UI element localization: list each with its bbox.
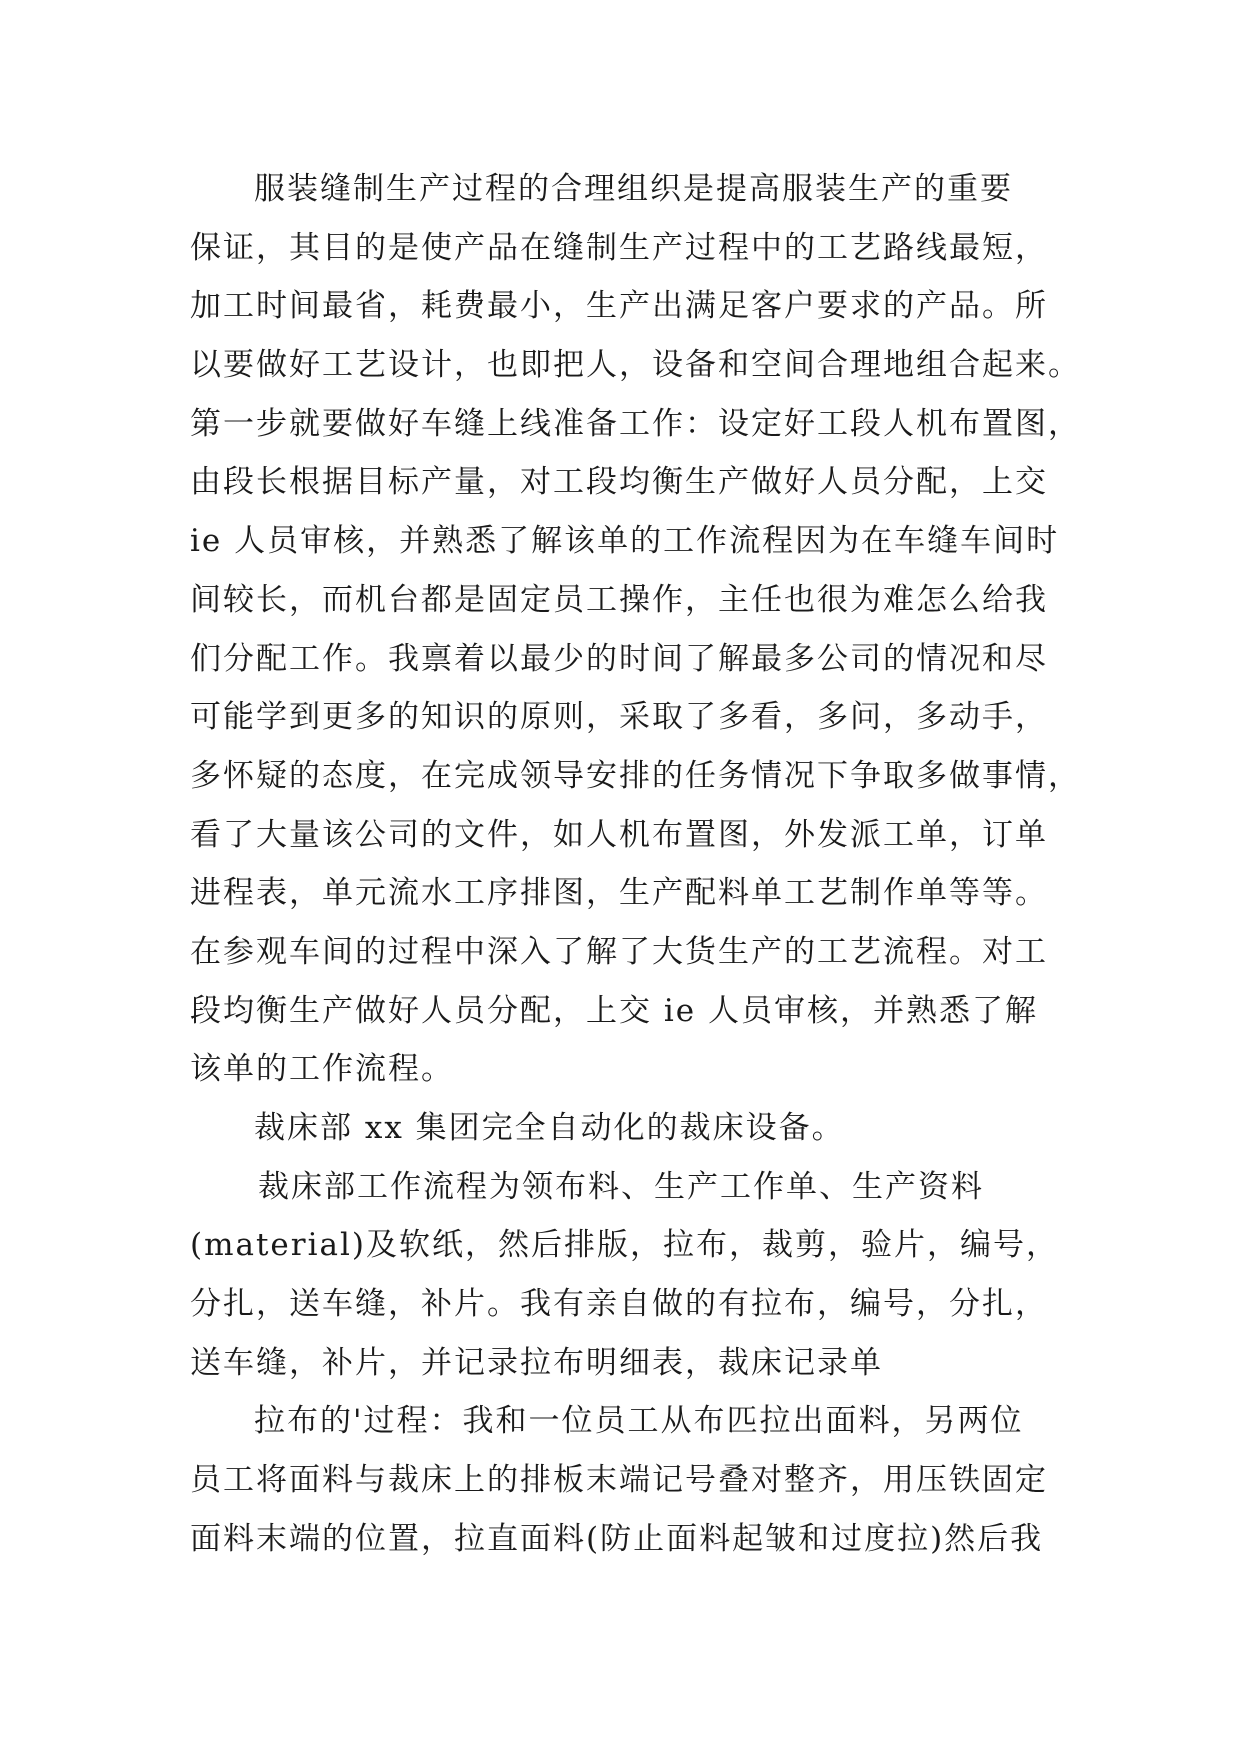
text-line: 分扎，送车缝，补片。我有亲自做的有拉布，编号，分扎， — [190, 1286, 1048, 1323]
text-line: ie 人员审核，并熟悉了解该单的工作流程因为在车缝车间时 — [190, 523, 1060, 560]
text-line: 间较长，而机台都是固定员工操作，主任也很为难怎么给我 — [190, 581, 1048, 618]
text-line: 面料末端的位置，拉直面料(防止面料起皱和过度拉)然后我 — [190, 1520, 1044, 1557]
text-line: 拉布的'过程：我和一位员工从布匹拉出面料，另两位 — [254, 1403, 1024, 1440]
text-line: 多怀疑的态度，在完成领导安排的任务情况下争取多做事情， — [190, 757, 1081, 794]
text-line: 员工将面料与裁床上的排板末端记号叠对整齐，用压铁固定 — [190, 1462, 1048, 1499]
text-line: 保证，其目的是使产品在缝制生产过程中的工艺路线最短， — [190, 229, 1048, 266]
text-line: 裁床部 xx 集团完全自动化的裁床设备。 — [254, 1110, 845, 1146]
text-line: 加工时间最省，耗费最小，生产出满足客户要求的产品。所 — [190, 288, 1048, 325]
text-line: (material)及软纸，然后排版，拉布，裁剪，验片，编号， — [190, 1227, 1059, 1264]
text-line: 该单的工作流程。 — [190, 1051, 454, 1088]
paragraph-production-organization — [190, 160, 1081, 1099]
text-line: 段均衡生产做好人员分配，上交 ie 人员审核，并熟悉了解 — [190, 992, 1038, 1029]
document-body — [190, 160, 1081, 1569]
paragraph-spreading-process — [190, 1392, 1062, 1568]
text-line: 在参观车间的过程中深入了解了大货生产的工艺流程。对工 — [190, 933, 1048, 970]
text-line: 第一步就要做好车缝上线准备工作：设定好工段人机布置图， — [190, 405, 1081, 442]
text-line: 服装缝制生产过程的合理组织是提高服装生产的重要 — [254, 171, 1013, 207]
paragraph-cutting-workflow — [190, 1158, 1062, 1393]
text-line: 送车缝，补片，并记录拉布明细表，裁床记录单 — [190, 1344, 883, 1381]
text-line: 进程表，单元流水工序排图，生产配料单工艺制作单等等。 — [190, 875, 1048, 912]
text-line: 看了大量该公司的文件，如人机布置图，外发派工单，订单 — [190, 816, 1048, 853]
paragraph-cutting-equipment — [190, 1099, 1062, 1158]
text-line: 们分配工作。我禀着以最少的时间了解最多公司的情况和尽 — [190, 640, 1048, 677]
text-line: 由段长根据目标产量，对工段均衡生产做好人员分配，上交 — [190, 464, 1048, 501]
text-line: 裁床部工作流程为领布料、生产工作单、生产资料 — [258, 1168, 984, 1205]
text-line: 可能学到更多的知识的原则，采取了多看，多问，多动手， — [190, 699, 1048, 736]
text-line: 以要做好工艺设计，也即把人，设备和空间合理地组合起来。 — [190, 347, 1081, 384]
